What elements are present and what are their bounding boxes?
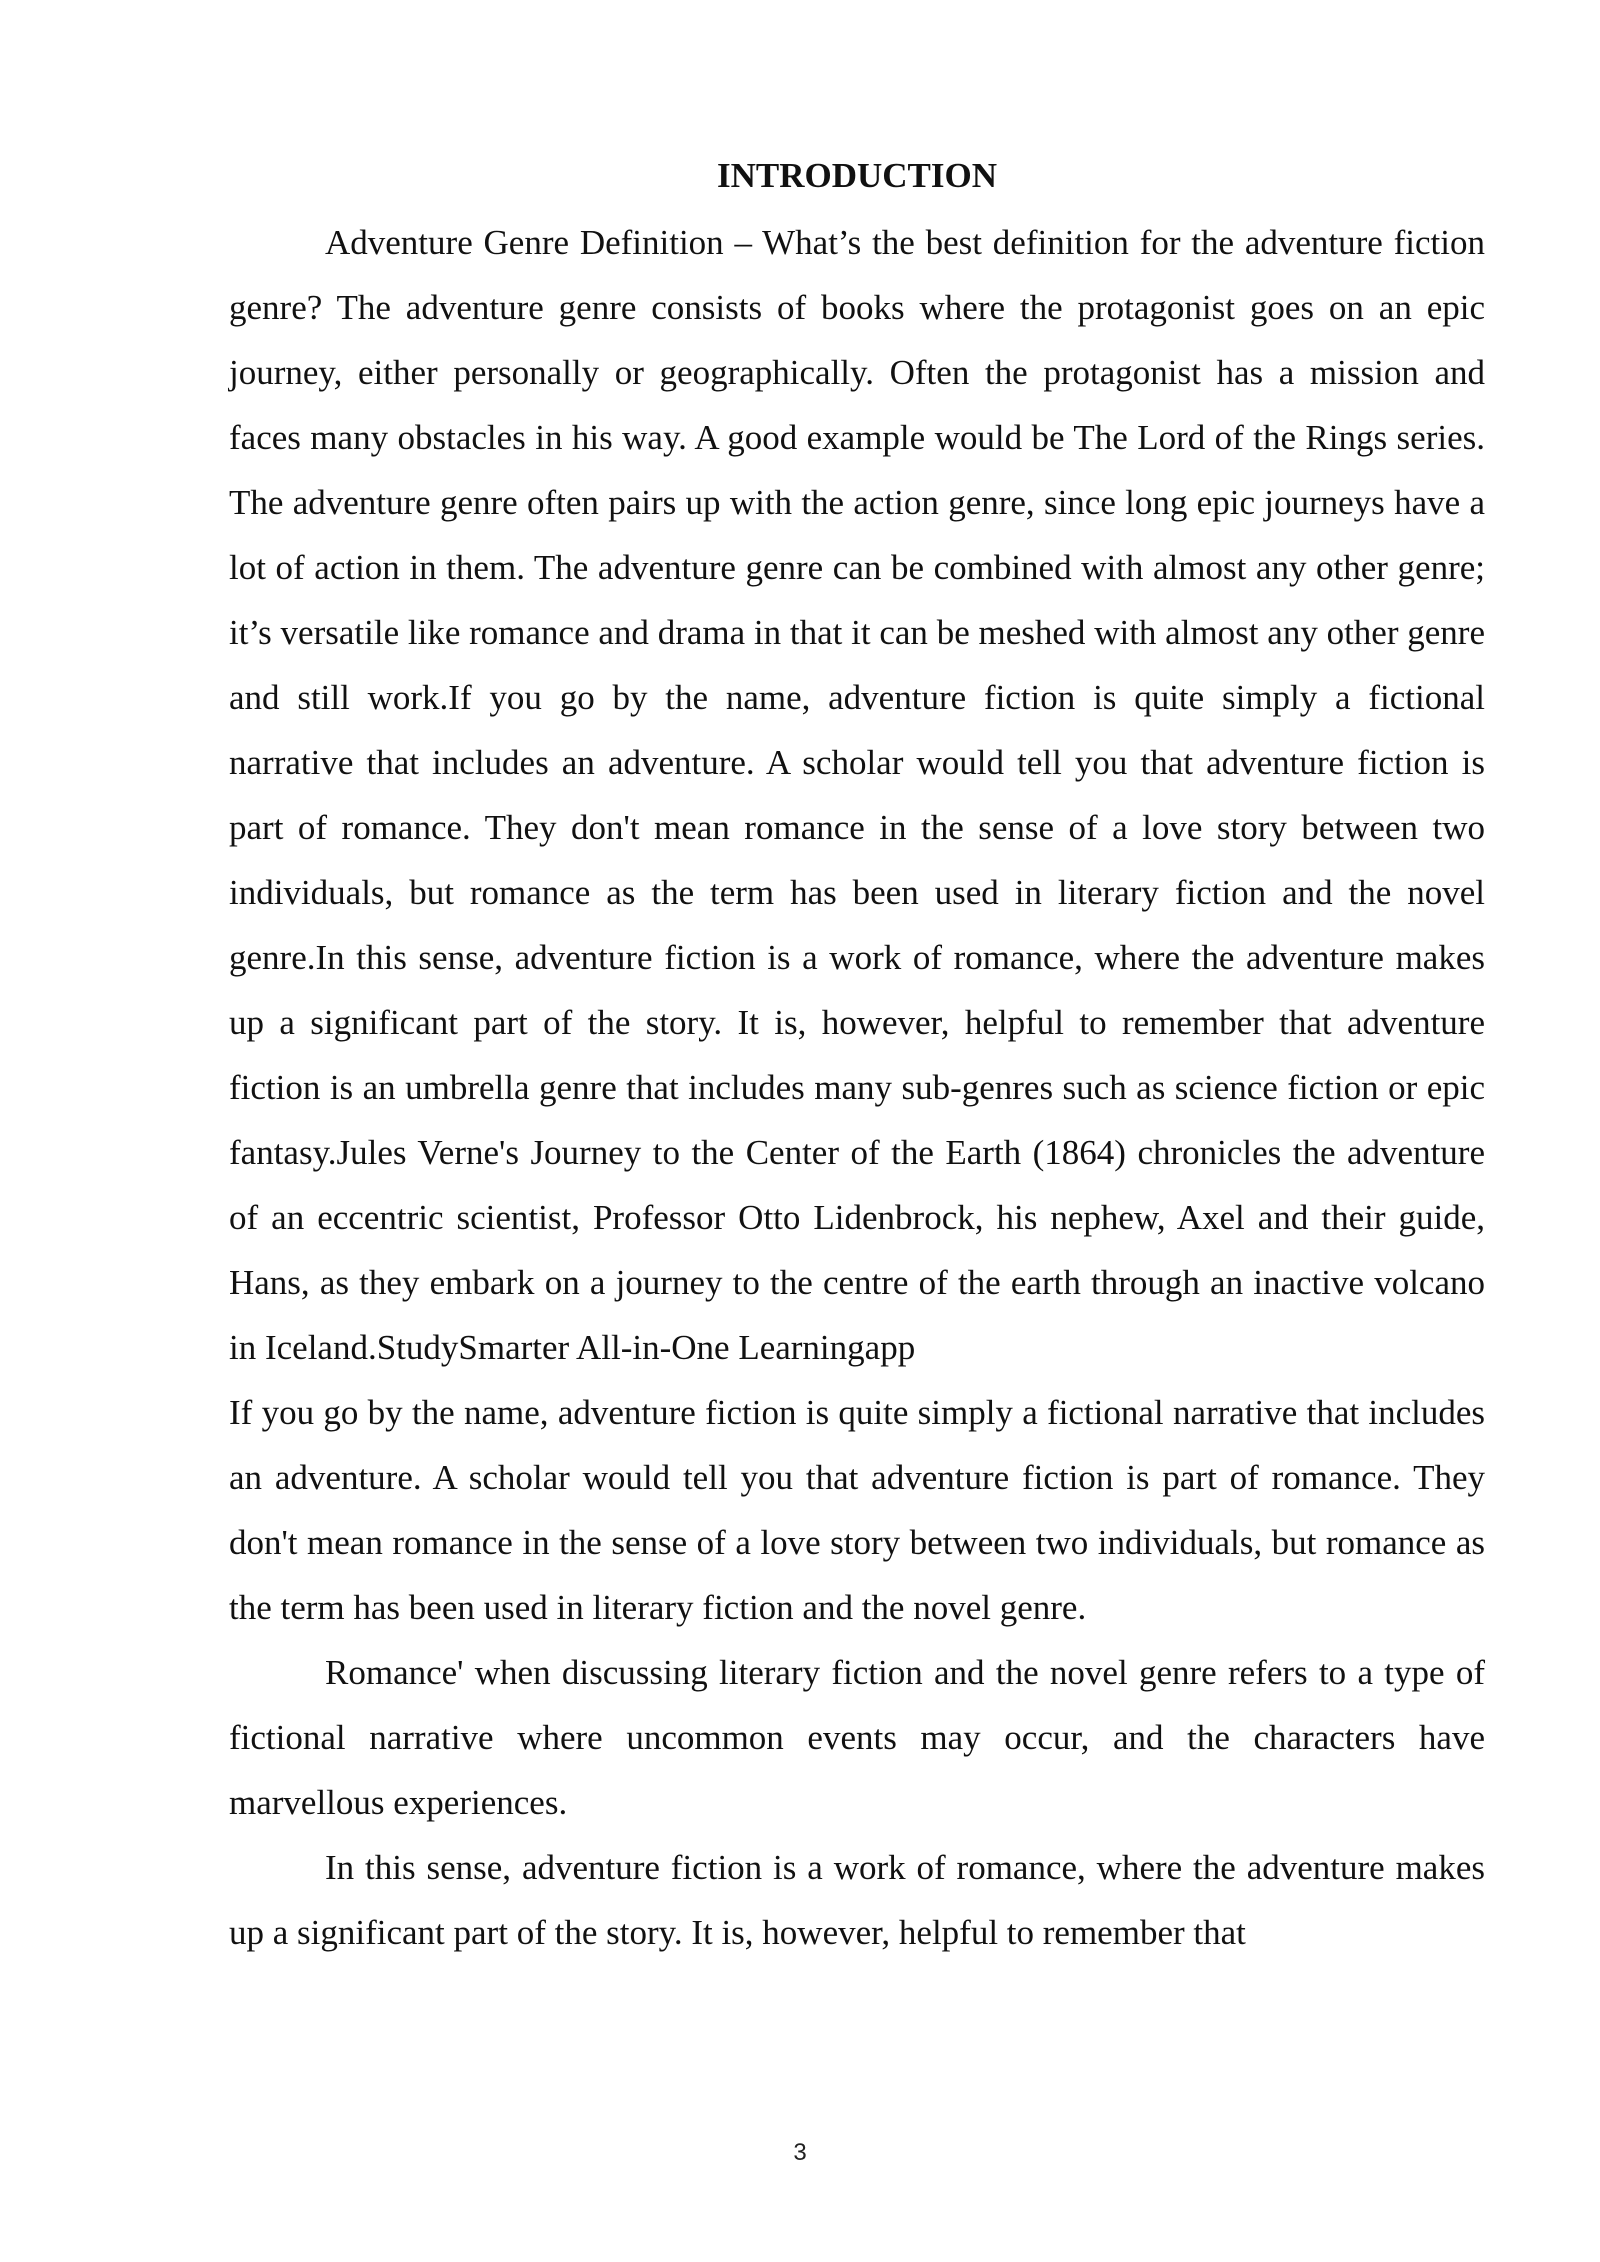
paragraph-scholar-romance: If you go by the name, adventure fiction is quite simply a fictional narrative that includes an adventure. A scholar would tell you that adventure fiction is part of romance. They don't mean romance in the sense of a love story between two individuals, but romance as the term has been used in literary fiction and the novel genre. [229, 1393, 1485, 1627]
section-heading: INTRODUCTION [716, 156, 998, 195]
paragraph-adventure-as-romance: In this sense, adventure fiction is a work of romance, where the adventure makes up a significant part of the story. It is, however, helpful to remember that [229, 1848, 1485, 1952]
page-content [229, 150, 1485, 1965]
paragraph-adventure-definition: Adventure Genre Definition – What’s the best definition for the adventure fiction genre? The adventure genre consists of books where the protagonist goes on an epic journey, either personally or geographically. Often the protagonist has a mission and faces many obstacles in his way. A good example would be The Lord of the Rings series. The adventure genre often pairs up with the action genre, since long epic journeys have a lot of action in them. The adventure genre can be combined with almost any other genre; it’s versatile like romance and drama in that it can be meshed with almost any other genre and still work.If you go by the name, adventure fiction is quite simply a fictional narrative that includes an adventure. A scholar would tell you that adventure fiction is part of romance. They don't mean romance in the sense of a love story between two individuals, but romance as the term has been used in literary fiction and the novel genre.In this sense, adventure fiction is a work of romance, where the adventure makes up a significant part of the story. It is, however, helpful to remember that adventure fiction is an umbrella genre that includes many sub-genres such as science fiction or epic fantasy.Jules Verne's Journey to the Center of the Earth (1864) chronicles the adventure of an eccentric scientist, Professor Otto Lidenbrock, his nephew, Axel and their guide, Hans, as they embark on a journey to the centre of the earth through an inactive volcano in Iceland.StudySmarter All-in-One Learningapp [229, 223, 1485, 1367]
paragraph-romance-meaning: Romance' when discussing literary fiction and the novel genre refers to a type of fictional narrative where uncommon events may occur, and the characters have marvellous experiences. [229, 1653, 1485, 1822]
page-number: 3 [793, 2139, 807, 2166]
